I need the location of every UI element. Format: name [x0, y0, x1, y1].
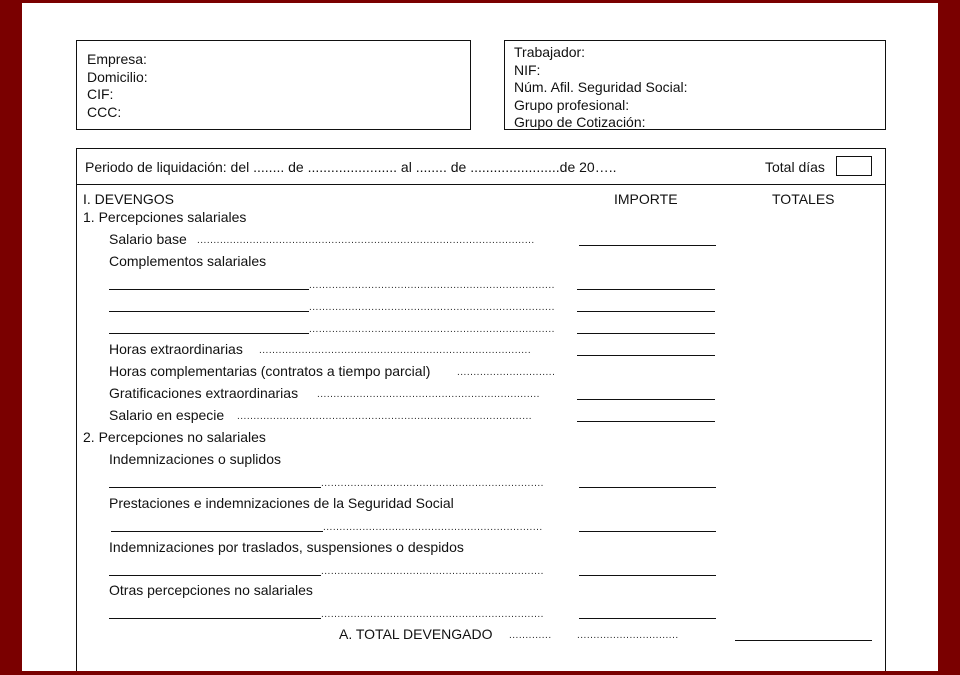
total-earned-label: A. TOTAL DEVENGADO [339, 626, 493, 642]
employer-company-label: Empresa: [87, 51, 147, 67]
total-days-field[interactable] [836, 156, 872, 176]
base-salary-label: Salario base [109, 231, 187, 247]
in-kind-importe-field[interactable] [577, 421, 715, 422]
social-security-benefits-label: Prestaciones e indemnizaciones de la Seguridad Social [109, 495, 454, 511]
base-salary-importe-field[interactable] [579, 245, 716, 246]
allowances-importe-field[interactable] [579, 487, 716, 488]
in-kind-salary-label: Salario en especie [109, 407, 225, 423]
non-salary-perceptions-heading: 2. Percepciones no salariales [83, 429, 266, 445]
totales-column-header: TOTALES [772, 191, 835, 207]
transfer-leader: .................................................................... [321, 566, 544, 577]
total-earned-field[interactable] [735, 640, 872, 641]
complement-3-name-field[interactable] [109, 333, 309, 334]
allowances-leader: .................................................................... [321, 478, 544, 489]
other-non-salary-label: Otras percepciones no salariales [109, 582, 313, 598]
settlement-period-row [77, 149, 885, 185]
benefits-leader: ................................................................... [323, 522, 543, 533]
employee-professional-group-label: Grupo profesional: [514, 96, 630, 113]
other-importe-field[interactable] [579, 618, 716, 619]
employee-contribution-group-label: Grupo de Cotización: [514, 114, 646, 130]
employer-info-box [76, 40, 471, 130]
overtime-hours-label: Horas extraordinarias [109, 341, 243, 357]
devengos-section-title: I. DEVENGOS [83, 191, 175, 207]
allowances-label: Indemnizaciones o suplidos [109, 451, 281, 467]
employee-name-label: Trabajador: [514, 44, 586, 60]
in-kind-leader: .......................................................................................... [237, 411, 533, 422]
employer-cif-label: CIF: [87, 86, 114, 102]
other-name-field[interactable] [109, 618, 321, 619]
total-earned-leader-2: ............................... [577, 630, 679, 641]
employee-ss-number-label: Núm. Afil. Seguridad Social: [514, 79, 688, 95]
salary-perceptions-heading: 1. Percepciones salariales [83, 209, 247, 225]
transfer-importe-field[interactable] [579, 575, 716, 576]
employee-info-box [504, 40, 886, 130]
overtime-leader: ................................................................................... [259, 345, 532, 356]
settlement-period-text: Periodo de liquidación: del ........ de ....................... al ........ de .......................de 20….. [85, 159, 617, 175]
complement-3-leader: ........................................................................... [309, 324, 555, 335]
payslip-page [22, 3, 938, 671]
complement-1-importe-field[interactable] [577, 289, 715, 290]
benefits-importe-field[interactable] [579, 531, 716, 532]
other-leader: .................................................................... [321, 609, 544, 620]
complement-2-leader: ........................................................................... [309, 302, 555, 313]
employee-nif-label: NIF: [514, 61, 541, 78]
overtime-importe-field[interactable] [577, 355, 715, 356]
complement-3-importe-field[interactable] [577, 333, 715, 334]
complement-1-name-field[interactable] [109, 289, 309, 290]
earnings-table [76, 148, 886, 671]
complementary-hours-leader: .............................. [457, 367, 556, 378]
complement-2-name-field[interactable] [109, 311, 309, 312]
employer-ccc-label: CCC: [87, 103, 122, 120]
complement-1-leader: ........................................................................... [309, 280, 555, 291]
total-earned-leader-1: ............. [509, 630, 552, 641]
transfer-name-field[interactable] [109, 575, 321, 576]
complementary-hours-label: Horas complementarias (contratos a tiempo parcial) [109, 363, 431, 379]
total-days-label: Total días [765, 159, 825, 175]
salary-complements-label: Complementos salariales [109, 253, 267, 269]
benefits-name-field[interactable] [111, 531, 323, 532]
base-salary-leader: ....................................................................................................... [197, 235, 535, 246]
complement-2-importe-field[interactable] [577, 311, 715, 312]
allowances-name-field[interactable] [109, 487, 321, 488]
importe-column-header: IMPORTE [614, 191, 678, 207]
extra-bonuses-leader: .................................................................... [317, 389, 540, 400]
extra-bonuses-label: Gratificaciones extraordinarias [109, 385, 299, 401]
transfer-dismissal-compensation-label: Indemnizaciones por traslados, suspensiones o despidos [109, 539, 464, 555]
extra-bonuses-importe-field[interactable] [577, 399, 715, 400]
employer-address-label: Domicilio: [87, 68, 148, 85]
